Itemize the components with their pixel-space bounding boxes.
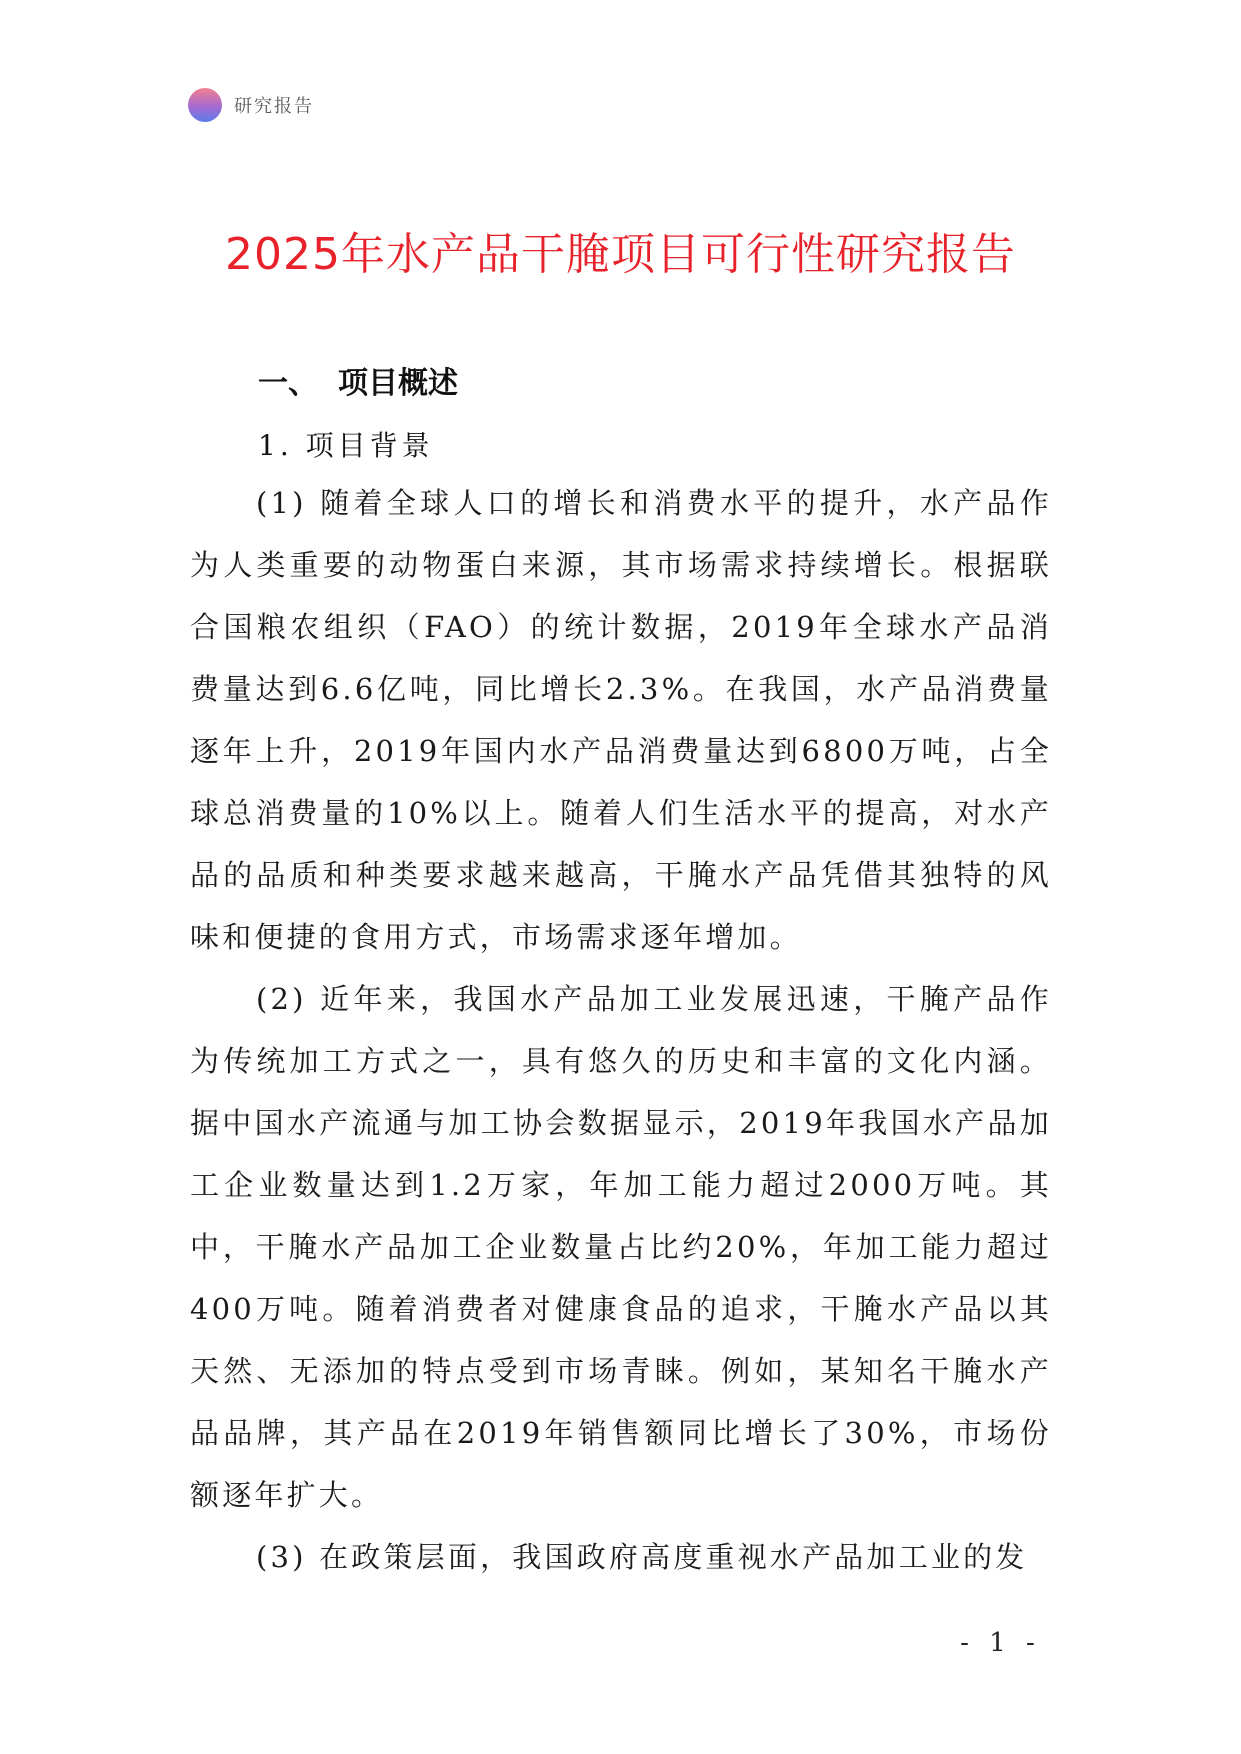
report-logo-icon	[188, 88, 222, 122]
page-number: - 1 -	[960, 1628, 1041, 1658]
subsection-heading: 1. 项目背景	[258, 429, 434, 462]
paragraph-2: (2) 近年来，我国水产品加工业发展迅速，干腌产品作为传统加工方式之一，具有悠久的历史和丰富的文化内涵。据中国水产流通与加工协会数据显示，2019年我国水产品加工企业数量达到1.2万家，年加工能力超过2000万吨。其中，干腌水产品加工企业数量占比约20%，年加工能力超过400万吨。随着消费者对健康食品的追求，干腌水产品以其天然、无添加的特点受到市场青睐。例如，某知名干腌水产品品牌，其产品在2019年销售额同比增长了30%，市场份额逐年扩大。	[190, 982, 1052, 1512]
section-heading	[258, 358, 458, 402]
paragraph-3: (3) 在政策层面，我国政府高度重视水产品加工业的发	[256, 1540, 1028, 1574]
paragraph-1: (1) 随着全球人口的增长和消费水平的提升，水产品作为人类重要的动物蛋白来源，其市场需求持续增长。根据联合国粮农组织（FAO）的统计数据，2019年全球水产品消费量达到6.6亿吨，同比增长2.3%。在我国，水产品消费量逐年上升，2019年国内水产品消费量达到6800万吨，占全球总消费量的10%以上。随着人们生活水平的提高，对水产品的品质和种类要求越来越高，干腌水产品凭借其独特的风味和便捷的食用方式，市场需求逐年增加。	[190, 486, 1052, 954]
report-header	[188, 88, 314, 122]
document-body	[190, 472, 1052, 1588]
document-title: 2025年水产品干腌项目可行性研究报告	[225, 229, 1016, 280]
header-label: 研究报告	[234, 96, 314, 117]
section-number: 一、	[258, 366, 318, 401]
section-title: 项目概述	[338, 366, 458, 401]
